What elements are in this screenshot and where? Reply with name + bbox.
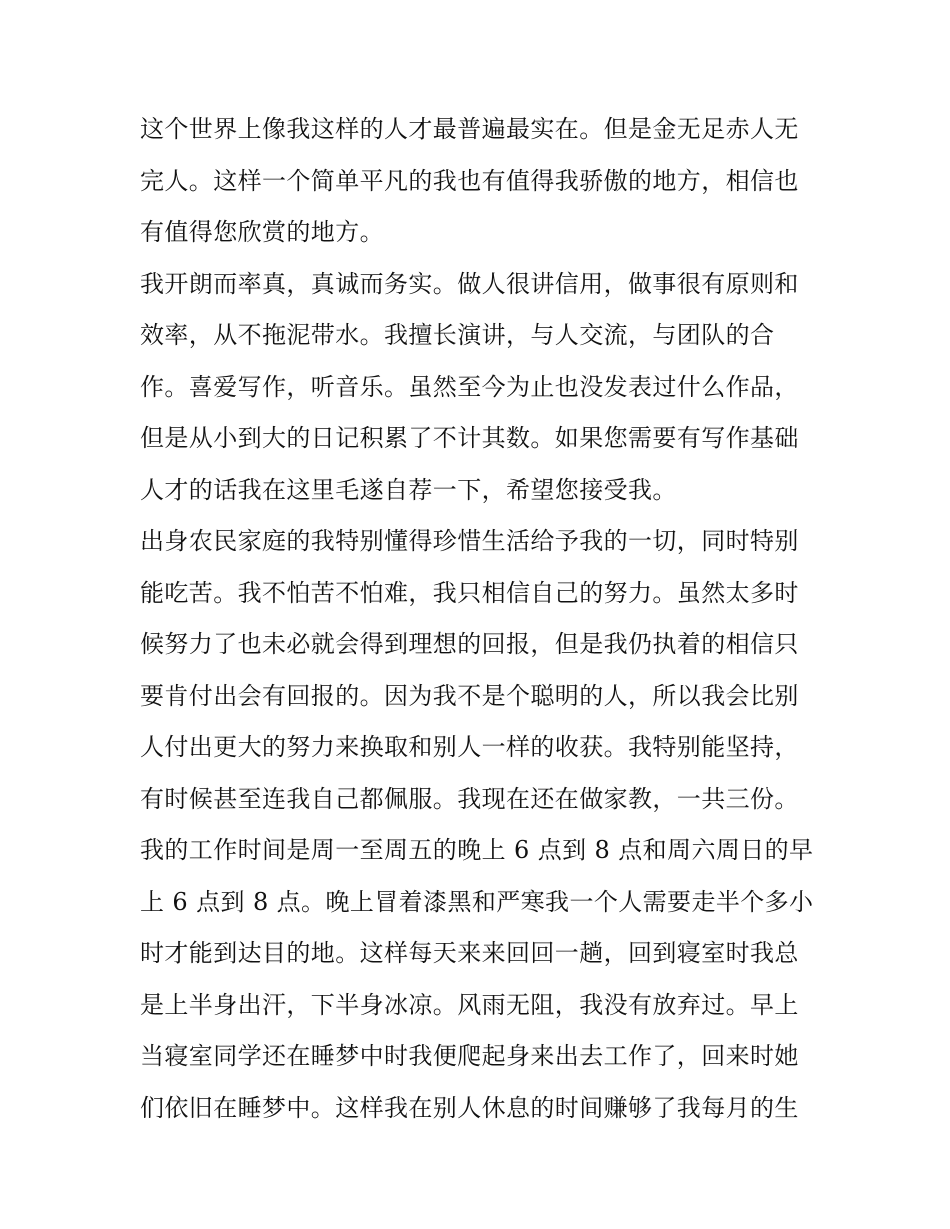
text-line: 能吃苦。我不怕苦不怕难，我只相信自己的努力。虽然太多时: [140, 578, 799, 607]
text-line: 们依旧在睡梦中。这样我在别人休息的时间赚够了我每月的生: [140, 1093, 799, 1122]
document-body: [140, 104, 820, 1134]
text-line: 要肯付出会有回报的。因为我不是个聪明的人，所以我会比别: [140, 681, 799, 710]
text-line: 上 6 点到 8 点。晚上冒着漆黑和严寒我一个人需要走半个多小: [140, 887, 814, 916]
text-line: 完人。这样一个简单平凡的我也有值得我骄傲的地方，相信也: [140, 166, 799, 195]
text-line: 当寝室同学还在睡梦中时我便爬起身来出去工作了，回来时她: [140, 1042, 799, 1070]
text-line: 效率，从不拖泥带水。我擅长演讲，与人交流，与团队的合: [140, 321, 775, 349]
text-line: 但是从小到大的日记积累了不计其数。如果您需要有写作基础: [140, 424, 799, 452]
text-line: 候努力了也未必就会得到理想的回报，但是我仍执着的相信只: [140, 630, 799, 658]
text-line: 人才的话我在这里毛遂自荐一下，希望您接受我。: [140, 475, 677, 504]
text-line: 我开朗而率真，真诚而务实。做人很讲信用，做事很有原则和: [140, 269, 799, 298]
text-line: 有时候甚至连我自己都佩服。我现在还在做家教，一共三份。: [140, 784, 799, 813]
text-line: 作。喜爱写作，听音乐。虽然至今为止也没发表过什么作品，: [140, 372, 799, 401]
text-line: 是上半身出汗，下半身冰凉。风雨无阻，我没有放弃过。早上: [140, 990, 799, 1019]
text-line: 人付出更大的努力来换取和别人一样的收获。我特别能坚持，: [140, 733, 799, 761]
text-line: 我的工作时间是周一至周五的晚上 6 点到 8 点和周六周日的早: [140, 836, 814, 864]
text-line: 有值得您欣赏的地方。: [140, 218, 384, 246]
text-line: 时才能到达目的地。这样每天来来回回一趟，回到寝室时我总: [140, 939, 799, 967]
text-line: 这个世界上像我这样的人才最普遍最实在。但是金无足赤人无: [140, 115, 799, 143]
text-line: 出身农民家庭的我特别懂得珍惜生活给予我的一切，同时特别: [140, 527, 799, 555]
